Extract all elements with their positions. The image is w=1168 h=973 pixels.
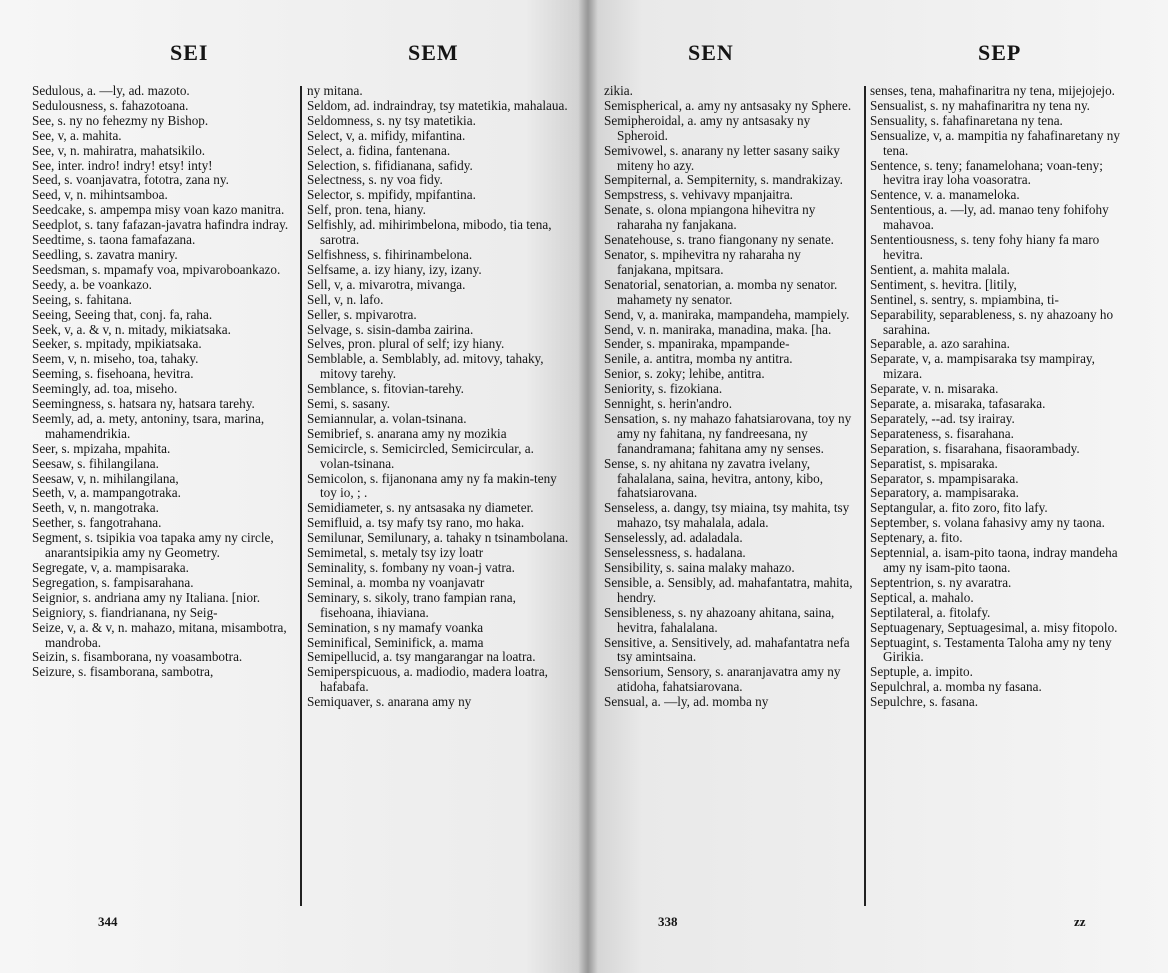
dictionary-entry: Selfishly, ad. mihirimbelona, mibodo, tia tena, sarotra. — [307, 217, 552, 248]
left-page-header-right: SEM — [408, 40, 459, 65]
dictionary-entry: Send, v. n. maniraka, manadina, maka. [ha. — [604, 321, 832, 337]
dictionary-entry: Send, v, a. maniraka, mampandeha, mampiely. — [604, 306, 850, 322]
signature-mark: zz — [1074, 914, 1086, 929]
dictionary-entry: Sentinel, s. sentry, s. mpiambina, ti- — [870, 291, 1059, 307]
dictionary-entry: Seer, s. mpizaha, mpahita. — [32, 440, 171, 456]
dictionary-entry: Senselessness, s. hadalana. — [604, 545, 746, 561]
dictionary-entry: Sentence, s. teny; fanamelohana; voan-teny; hevitra iray loha voasoratra. — [870, 157, 1103, 188]
dictionary-entry: Seminifical, Seminifick, a. mama — [307, 634, 484, 650]
dictionary-entry: Separable, a. azo sarahina. — [870, 336, 1010, 352]
dictionary-entry: Septangular, a. fito zoro, fito lafy. — [870, 500, 1048, 516]
dictionary-entry: Semicolon, s. fijanonana amy ny fa makin-teny toy io, ; . — [307, 470, 557, 501]
dictionary-entry: Semiquaver, s. anarana amy ny — [307, 694, 472, 710]
dictionary-entry: Sennight, s. herin'andro. — [604, 396, 733, 412]
right-page-column-1 — [604, 84, 856, 904]
dictionary-entry: Seek, v, a. & v, n. mitady, mikiatsaka. — [32, 321, 231, 337]
dictionary-entry: Senselessly, ad. adaladala. — [604, 530, 743, 546]
dictionary-entry: Seemingly, ad. toa, miseho. — [32, 381, 178, 397]
dictionary-entry: Sensible, a. Sensibly, ad. mahafantatra, mahita, hendry. — [604, 574, 853, 605]
dictionary-entry: Select, v, a. mifidy, mifantina. — [307, 127, 466, 143]
dictionary-entry: Sempstress, s. vehivavy mpanjaitra. — [604, 187, 793, 203]
dictionary-entry: Senior, s. zoky; lehibe, antitra. — [604, 366, 765, 382]
dictionary-entry: Select, a. fidina, fantenana. — [307, 142, 451, 158]
dictionary-entry: Seedtime, s. taona famafazana. — [32, 232, 196, 248]
dictionary-entry: Separate, v. n. misaraka. — [870, 381, 999, 397]
dictionary-entry: Semiannular, a. volan-tsinana. — [307, 410, 467, 426]
dictionary-entry: zikia. — [604, 84, 633, 98]
dictionary-entry: Sensualist, s. ny mahafinaritra ny tena ny. — [870, 97, 1090, 113]
dictionary-entry: Seeth, v, n. mangotraka. — [32, 500, 159, 516]
dictionary-entry: Sentient, a. mahita malala. — [870, 261, 1010, 277]
dictionary-entry: Septennial, a. isam-pito taona, indray mandeha amy ny isam-pito taona. — [870, 545, 1118, 575]
dictionary-entry: Senatorial, senatorian, a. momba ny senator. mahamety ny senator. — [604, 276, 838, 307]
dictionary-entry: Seether, s. fangotrahana. — [32, 515, 162, 531]
left-page-column-1 — [32, 84, 290, 904]
dictionary-entry: Seeing, Seeing that, conj. fa, raha. — [32, 306, 213, 322]
dictionary-entry: Septuagenary, Septuagesimal, a. misy fitopolo. — [870, 619, 1118, 635]
dictionary-entry: Sensitive, a. Sensitively, ad. mahafantatra nefa tsy amintsaina. — [604, 634, 850, 665]
dictionary-entry: Septentrion, s. ny avaratra. — [870, 574, 1012, 590]
dictionary-entry: Sender, s. mpaniraka, mpampande- — [604, 336, 790, 352]
dictionary-entry: Semimetal, s. metaly tsy izy loatr — [307, 545, 484, 561]
dictionary-entry: Semination, s ny mamafy voanka — [307, 619, 484, 635]
dictionary-entry: Seeming, s. fisehoana, hevitra. — [32, 366, 194, 382]
dictionary-entry: Semblable, a. Semblably, ad. mitovy, tahaky, mitovy tarehy. — [307, 351, 544, 382]
dictionary-entry: Sensual, a. —ly, ad. momba ny — [604, 694, 769, 710]
dictionary-entry: Sententiousness, s. teny fohy hiany fa maro hevitra. — [870, 232, 1100, 262]
dictionary-entry: Semidiameter, s. ny antsasaka ny diameter. — [307, 500, 534, 516]
dictionary-entry: Seminality, s. fombany ny voan-j vatra. — [307, 560, 515, 575]
dictionary-entry: Separateness, s. fisarahana. — [870, 425, 1014, 441]
dictionary-entry: Septilateral, a. fitolafy. — [870, 604, 991, 620]
dictionary-entry: Separate, v, a. mampisaraka tsy mampiray, mizara. — [870, 351, 1095, 382]
dictionary-entry: Sensorium, Sensory, s. anaranjavatra amy ny atidoha, fahatsiarovana. — [604, 664, 841, 695]
dictionary-entry: Sepulchre, s. fasana. — [870, 694, 979, 710]
dictionary-entry: Seedplot, s. tany fafazan-javatra hafindra indray. — [32, 217, 289, 233]
dictionary-entry: Self, pron. tena, hiany. — [307, 202, 426, 218]
right-page-header-right: SEP — [978, 40, 1022, 65]
dictionary-entry: Seemingness, s. hatsara ny, hatsara tarehy. — [32, 396, 255, 412]
dictionary-entry: Senile, a. antitra, momba ny antitra. — [604, 351, 793, 367]
column-divider — [864, 86, 866, 906]
left-page — [0, 0, 578, 973]
dictionary-entry: Seizure, s. fisamborana, sambotra, — [32, 664, 214, 680]
dictionary-entry: Seedcake, s. ampempa misy voan kazo manitra. — [32, 202, 285, 218]
dictionary-entry: See, s. ny no fehezmy ny Bishop. — [32, 112, 209, 128]
dictionary-entry: Seniority, s. fizokiana. — [604, 381, 723, 397]
dictionary-entry: Seigniory, s. fiandrianana, ny Seig- — [32, 604, 218, 620]
dictionary-entry: Separation, s. fisarahana, fisaorambady. — [870, 440, 1080, 456]
dictionary-entry: Separability, separableness, s. ny ahazoany ho sarahina. — [870, 306, 1114, 337]
dictionary-entry: Selfsame, a. izy hiany, izy, izany. — [307, 261, 482, 277]
dictionary-entry: Semivowel, s. anarany ny letter sasany saiky miteny ho azy. — [604, 142, 840, 173]
dictionary-entry: Seignior, s. andriana amy ny Italiana. [nior. — [32, 589, 260, 605]
dictionary-entry: Sell, v, n. lafo. — [307, 291, 384, 307]
dictionary-entry: Seize, v, a. & v, n. mahazo, mitana, misambotra, mandroba. — [32, 619, 287, 650]
dictionary-entry: Septuagint, s. Testamenta Taloha amy ny teny Girikia. — [870, 634, 1112, 665]
dictionary-entry: Seedy, a. be voankazo. — [32, 276, 152, 292]
dictionary-entry: Separator, s. mpampisaraka. — [870, 470, 1019, 486]
dictionary-entry: Semi, s. sasany. — [307, 396, 391, 412]
dictionary-entry: See, inter. indro! indry! etsy! inty! — [32, 157, 213, 173]
dictionary-entry: Seeth, v, a. mampangotraka. — [32, 485, 181, 501]
dictionary-entry: Senseless, a. dangy, tsy miaina, tsy mahita, tsy mahazo, tsy mahalala, adala. — [604, 500, 850, 531]
dictionary-entry: Selection, s. fifidianana, safidy. — [307, 157, 473, 173]
left-page-header-left: SEI — [170, 40, 209, 65]
dictionary-entry: Semicircle, s. Semicircled, Semicircular, a. volan-tsinana. — [307, 440, 534, 471]
dictionary-entry: Seemly, ad, a. mety, antoniny, tsara, marina, mahamendrikia. — [32, 410, 265, 441]
dictionary-entry: Septuple, a. impito. — [870, 664, 973, 680]
dictionary-entry: Seminary, s. sikoly, trano fampian rana, fisehoana, ihiaviana. — [307, 589, 516, 620]
dictionary-entry: senses, tena, mahafinaritra ny tena, mijejojejo. — [870, 84, 1115, 98]
dictionary-entry: Selves, pron. plural of self; izy hiany. — [307, 336, 505, 352]
dictionary-entry: Seller, s. mpivarotra. — [307, 306, 417, 322]
dictionary-entry: Semiperspicuous, a. madiodio, madera loatra, hafabafa. — [307, 664, 548, 695]
dictionary-entry: Seeing, s. fahitana. — [32, 291, 132, 307]
dictionary-entry: Segregation, s. fampisarahana. — [32, 574, 194, 590]
dictionary-entry: Separate, a. misaraka, tafasaraka. — [870, 396, 1046, 412]
dictionary-entry: Septical, a. mahalo. — [870, 589, 974, 605]
dictionary-entry: Sensualize, v, a. mampitia ny fahafinaretany ny tena. — [870, 127, 1120, 158]
dictionary-entry: Seminal, a. momba ny voanjavatr — [307, 574, 485, 590]
dictionary-entry: Seeker, s. mpitady, mpikiatsaka. — [32, 336, 202, 352]
right-page-header-left: SEN — [688, 40, 734, 65]
dictionary-entry: September, s. volana fahasivy amy ny taona. — [870, 515, 1105, 531]
dictionary-entry: Senator, s. mpihevitra ny raharaha ny fanjakana, mpitsara. — [604, 246, 801, 277]
dictionary-entry: Separately, --ad. tsy irairay. — [870, 410, 1015, 426]
dictionary-entry: Sell, v, a. mivarotra, mivanga. — [307, 276, 466, 292]
dictionary-entry: Sepulchral, a. momba ny fasana. — [870, 679, 1042, 695]
dictionary-entry: Seizin, s. fisamborana, ny voasambotra. — [32, 649, 243, 665]
column-divider — [300, 86, 302, 906]
dictionary-entry: Seed, s. voanjavatra, fototra, zana ny. — [32, 172, 229, 188]
dictionary-entry: Seldomness, s. ny tsy matetikia. — [307, 112, 476, 128]
dictionary-entry: Semipheroidal, a. amy ny antsasaky ny Spheroid. — [604, 112, 811, 143]
dictionary-entry: Sensuality, s. fahafinaretana ny tena. — [870, 112, 1063, 128]
dictionary-entry: Separatory, a. mampisaraka. — [870, 485, 1019, 501]
dictionary-entry: Seesaw, v, n. mihilangilana, — [32, 470, 179, 486]
dictionary-entry: Sensibleness, s. ny ahazoany ahitana, saina, hevitra, fahalalana. — [604, 604, 835, 635]
right-page — [598, 0, 1168, 973]
dictionary-entry: Septenary, a. fito. — [870, 530, 963, 546]
dictionary-entry: Sedulous, a. —ly, ad. mazoto. — [32, 84, 190, 98]
dictionary-entry: Seedsman, s. mpamafy voa, mpivaroboankazo. — [32, 261, 281, 277]
dictionary-entry: Sempiternal, a. Sempiternity, s. mandrakizay. — [604, 172, 843, 188]
dictionary-entry: Selvage, s. sisin-damba zairina. — [307, 321, 474, 337]
left-page-number: 344 — [98, 914, 118, 929]
right-page-column-2 — [870, 84, 1132, 904]
dictionary-entry: Sentence, v. a. manameloka. — [870, 187, 1020, 203]
dictionary-entry: Semilunar, Semilunary, a. tahaky n tsinambolana. — [307, 530, 569, 546]
dictionary-entry: Semibrief, s. anarana amy ny mozikia — [307, 425, 507, 441]
dictionary-entry: Segregate, v, a. mampisaraka. — [32, 560, 189, 575]
dictionary-entry: Semispherical, a. amy ny antsasaky ny Sphere. — [604, 97, 852, 113]
dictionary-entry: Sententious, a. —ly, ad. manao teny fohifohy mahavoa. — [870, 202, 1109, 233]
dictionary-entry: Selector, s. mpifidy, mpifantina. — [307, 187, 476, 203]
dictionary-entry: Selectness, s. ny voa fidy. — [307, 172, 443, 188]
dictionary-entry: Seesaw, s. fihilangilana. — [32, 455, 159, 471]
dictionary-entry: Sensibility, s. saina malaky mahazo. — [604, 560, 795, 575]
dictionary-entry: Senatehouse, s. trano fiangonany ny senate. — [604, 232, 834, 248]
dictionary-entry: Seed, v, n. mihintsamboa. — [32, 187, 168, 203]
dictionary-entry: Segment, s. tsipikia voa tapaka amy ny circle, anarantsipikia amy ny Geometry. — [32, 530, 274, 561]
dictionary-entry: Sense, s. ny ahitana ny zavatra ivelany, fahalalana, saina, hevitra, antony, kibo, fahatsiarovana. — [604, 455, 824, 501]
dictionary-entry: Seem, v, n. miseho, toa, tahaky. — [32, 351, 199, 367]
dictionary-entry: Separatist, s. mpisaraka. — [870, 455, 998, 471]
right-page-number: 338 — [658, 914, 678, 929]
dictionary-entry: Seldom, ad. indraindray, tsy matetikia, mahalaua. — [307, 97, 568, 113]
left-page-column-2 — [307, 84, 569, 904]
dictionary-entry: Seedling, s. zavatra maniry. — [32, 246, 178, 262]
dictionary-entry: ny mitana. — [307, 84, 363, 98]
dictionary-entry: Sensation, s. ny mahazo fahatsiarovana, toy ny amy ny fahitana, ny fandreesana, ny fanandramana; fahitana amy ny senses. — [604, 410, 852, 456]
dictionary-entry: Sedulousness, s. fahazotoana. — [32, 97, 189, 113]
dictionary-entry: Semblance, s. fitovian-tarehy. — [307, 381, 464, 397]
dictionary-entry: See, v, a. mahita. — [32, 127, 122, 143]
book-spine-shadow — [578, 0, 598, 973]
dictionary-entry: Sentiment, s. hevitra. [litily, — [870, 276, 1017, 292]
dictionary-entry: Semifluid, a. tsy mafy tsy rano, mo haka. — [307, 515, 525, 531]
dictionary-entry: Senate, s. olona mpiangona hihevitra ny raharaha ny fanjakana. — [604, 202, 816, 233]
dictionary-entry: See, v, n. mahiratra, mahatsikilo. — [32, 142, 206, 158]
dictionary-entry: Selfishness, s. fihirinambelona. — [307, 246, 473, 262]
dictionary-entry: Semipellucid, a. tsy mangarangar na loatra. — [307, 649, 536, 665]
